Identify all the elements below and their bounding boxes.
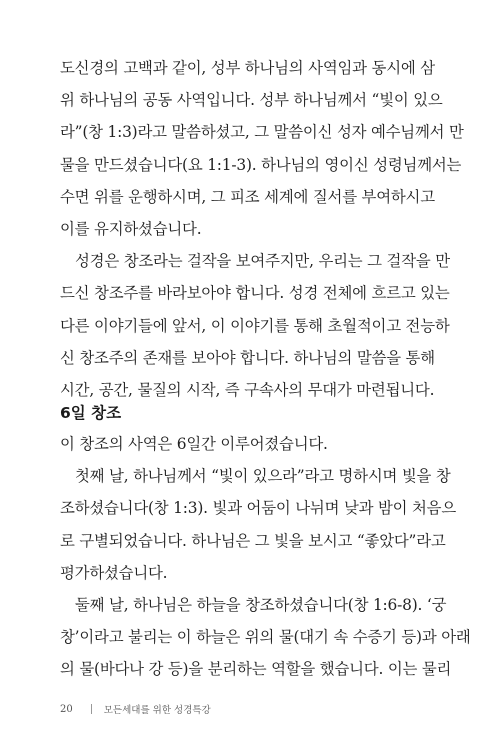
paragraph-line: 둘째 날, 하나님은 하늘을 창조하셨습니다(창 1:6-8). ‘궁 <box>75 595 447 614</box>
body-text-bottom <box>60 428 471 686</box>
paragraph-line: 평가하셨습니다. <box>60 563 168 582</box>
paragraph-line: 창’이라고 불리는 이 하늘은 위의 물(대기 속 수증기 등)과 아래 <box>60 628 471 647</box>
paragraph-line: 이 창조의 사역은 6일간 이루어졌습니다. <box>60 435 328 453</box>
paragraph-line: 드신 창조주를 바라보아야 합니다. 성경 전체에 흐르고 있는 <box>60 284 450 303</box>
paragraph-line: 도신경의 고백과 같이, 성부 하나님의 사역임과 동시에 삼 <box>60 59 435 77</box>
paragraph-line: 수면 위를 운행하시며, 그 피조 세계에 질서를 부여하시고 <box>60 187 435 206</box>
page-number: 20 <box>60 703 73 715</box>
paragraph-line: 성경은 창조라는 걸작을 보여주지만, 우리는 그 걸작을 만 <box>75 252 450 271</box>
paragraph-line: 로 구별되었습니다. 하나님은 그 빛을 보시고 “좋았다”라고 <box>60 531 446 550</box>
paragraph-line: 시간, 공간, 물질의 시작, 즉 구속사의 무대가 마련됩니다. <box>60 380 435 399</box>
paragraph-line: 조하셨습니다(창 1:3). 빛과 어둠이 나뉘며 낮과 밤이 처음으 <box>60 499 456 518</box>
section-heading: 6일 창조 <box>60 404 122 422</box>
book-title: 모든세대를 위한 성경특강 <box>103 705 211 716</box>
paragraph-line: 이를 유지하셨습니다. <box>60 219 202 238</box>
paragraph-line: 라”(창 1:3)라고 말씀하셨고, 그 말씀이신 성자 예수님께서 만 <box>60 123 464 142</box>
paragraph-line: 첫째 날, 하나님께서 “빛이 있으라”라고 명하시며 빛을 창 <box>75 467 451 486</box>
paragraph-line: 위 하나님의 공동 사역입니다. 성부 하나님께서 “빛이 있으 <box>60 91 443 110</box>
body-text-top <box>60 52 464 406</box>
paragraph-line: 신 창조주의 존재를 보아야 합니다. 하나님의 말씀을 통해 <box>60 348 435 367</box>
page-footer <box>60 700 211 718</box>
paragraph-line: 의 물(바다나 강 등)을 분리하는 역할을 했습니다. 이는 물리 <box>60 660 452 679</box>
paragraph-line: 물을 만드셨습니다(요 1:1-3). 하나님의 영이신 성령님께서는 <box>60 155 462 174</box>
paragraph-line: 다른 이야기들에 앞서, 이 이야기를 통해 초월적이고 전능하 <box>60 316 450 335</box>
footer-divider <box>91 704 92 714</box>
